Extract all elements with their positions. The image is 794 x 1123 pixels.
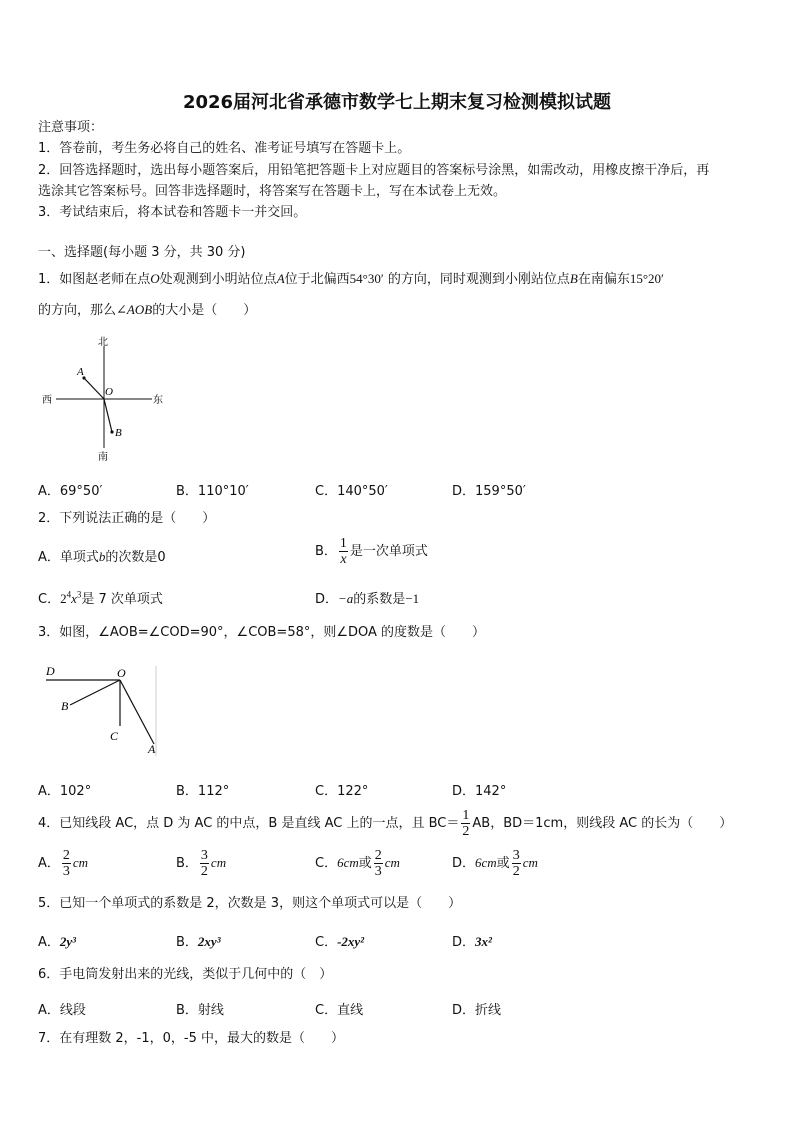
q4-option-a[interactable]: A． $\frac{2}{3}$ cm bbox=[38, 848, 89, 879]
label-north: 北 bbox=[98, 337, 108, 348]
label-a: A bbox=[148, 742, 156, 756]
ray-oa bbox=[120, 680, 154, 744]
label-c: C bbox=[110, 729, 119, 743]
q6-option-d[interactable]: D．折线 bbox=[452, 1003, 502, 1018]
notice-item-2: 2．回答选择题时，选出每小题答案后，用铅笔把答题卡上对应题目的答案标号涂黑，如需改动，用橡皮擦干净后，再 bbox=[38, 163, 710, 178]
q3-angle-figure bbox=[40, 660, 165, 760]
label-b: B bbox=[61, 699, 69, 713]
q1-option-d[interactable]: D．159°50′ bbox=[452, 484, 526, 499]
q4-option-d[interactable]: D．6cm或 $\frac{3}{2}$ cm bbox=[452, 848, 538, 879]
notice-item-2-cont: 选涂其它答案标号。回答非选择题时，将答案写在答题卡上，写在本试卷上无效。 bbox=[38, 184, 507, 199]
q2-option-c[interactable]: C．$2^4x^3$是 7 次单项式 bbox=[38, 589, 163, 607]
q6-option-a[interactable]: A．线段 bbox=[38, 1003, 86, 1018]
q1-option-c[interactable]: C．140°50′ bbox=[315, 484, 388, 499]
ray-oa bbox=[84, 378, 104, 399]
q6-option-b[interactable]: B．射线 bbox=[176, 1003, 224, 1018]
notice-heading: 注意事项： bbox=[38, 120, 104, 135]
notice-item-3: 3．考试结束后，将本试卷和答题卡一并交回。 bbox=[38, 205, 307, 220]
q7-stem: 7．在有理数 2，-1，0，-5 中，最大的数是（ ） bbox=[38, 1031, 345, 1046]
label-a: A bbox=[77, 366, 84, 378]
q1-option-a[interactable]: A．69°50′ bbox=[38, 484, 103, 499]
q1-stem-line1: 1．如图赵老师在点O处观测到小明站位点A位于北偏西54°30′ 的方向，同时观测到小刚站位点B在南偏东15°20′ bbox=[38, 271, 664, 287]
q3-option-d[interactable]: D．142° bbox=[452, 784, 507, 799]
label-b: B bbox=[115, 427, 122, 439]
q2-option-b[interactable]: B． $\frac{1}{x}$ 是一次单项式 bbox=[315, 536, 428, 567]
q2-stem: 2．下列说法正确的是（ ） bbox=[38, 511, 216, 526]
q4-option-b[interactable]: B． $\frac{3}{2}$ cm bbox=[176, 848, 227, 879]
q3-stem: 3．如图，∠AOB=∠COD=90°，∠COB=58°，则∠DOA 的度数是（ ） bbox=[38, 625, 486, 640]
q5-option-d[interactable]: D．3x² bbox=[452, 934, 492, 950]
q3-option-a[interactable]: A．102° bbox=[38, 784, 92, 799]
q1-compass-figure bbox=[38, 334, 168, 464]
label-o: O bbox=[105, 386, 113, 398]
label-d: D bbox=[46, 664, 55, 678]
q6-stem: 6．手电筒发射出来的光线，类似于几何中的（ ） bbox=[38, 967, 333, 982]
label-east: 东 bbox=[153, 395, 163, 406]
page-title: 2026届河北省承德市数学七上期末复习检测模拟试题 bbox=[182, 92, 612, 113]
ray-ob bbox=[70, 680, 120, 705]
q6-option-c[interactable]: C．直线 bbox=[315, 1003, 364, 1018]
q3-option-c[interactable]: C．122° bbox=[315, 784, 369, 799]
q1-stem-line2: 的方向，那么∠AOB的大小是（ ） bbox=[38, 302, 257, 318]
point-b bbox=[110, 430, 113, 433]
q4-stem: 4．已知线段 AC，点 D 为 AC 的中点，B 是直线 AC 上的一点，且 BC＝ $\frac{1}{2}$ AB，BD＝1cm，则线段 AC 的长为（ ） bbox=[38, 808, 733, 839]
q1-option-b[interactable]: B．110°10′ bbox=[176, 484, 249, 499]
section-heading: 一、选择题(每小题 3 分，共 30 分) bbox=[38, 245, 246, 260]
label-south: 南 bbox=[98, 452, 108, 463]
q2-option-d[interactable]: D．−a的系数是−1 bbox=[315, 591, 420, 607]
q5-option-b[interactable]: B．2xy³ bbox=[176, 934, 221, 950]
label-o: O bbox=[117, 666, 126, 680]
q2-option-a[interactable]: A．单项式b的次数是0 bbox=[38, 549, 166, 565]
label-west: 西 bbox=[42, 395, 52, 406]
ray-ob bbox=[104, 399, 112, 432]
q3-option-b[interactable]: B．112° bbox=[176, 784, 230, 799]
q5-stem: 5．已知一个单项式的系数是 2，次数是 3，则这个单项式可以是（ ） bbox=[38, 896, 462, 911]
q5-option-c[interactable]: C．-2xy² bbox=[315, 934, 365, 950]
notice-item-1: 1．答卷前，考生务必将自己的姓名、准考证号填写在答题卡上。 bbox=[38, 141, 411, 156]
q4-option-c[interactable]: C．6cm或 $\frac{2}{3}$ cm bbox=[315, 848, 400, 879]
q5-option-a[interactable]: A．2y³ bbox=[38, 934, 77, 950]
